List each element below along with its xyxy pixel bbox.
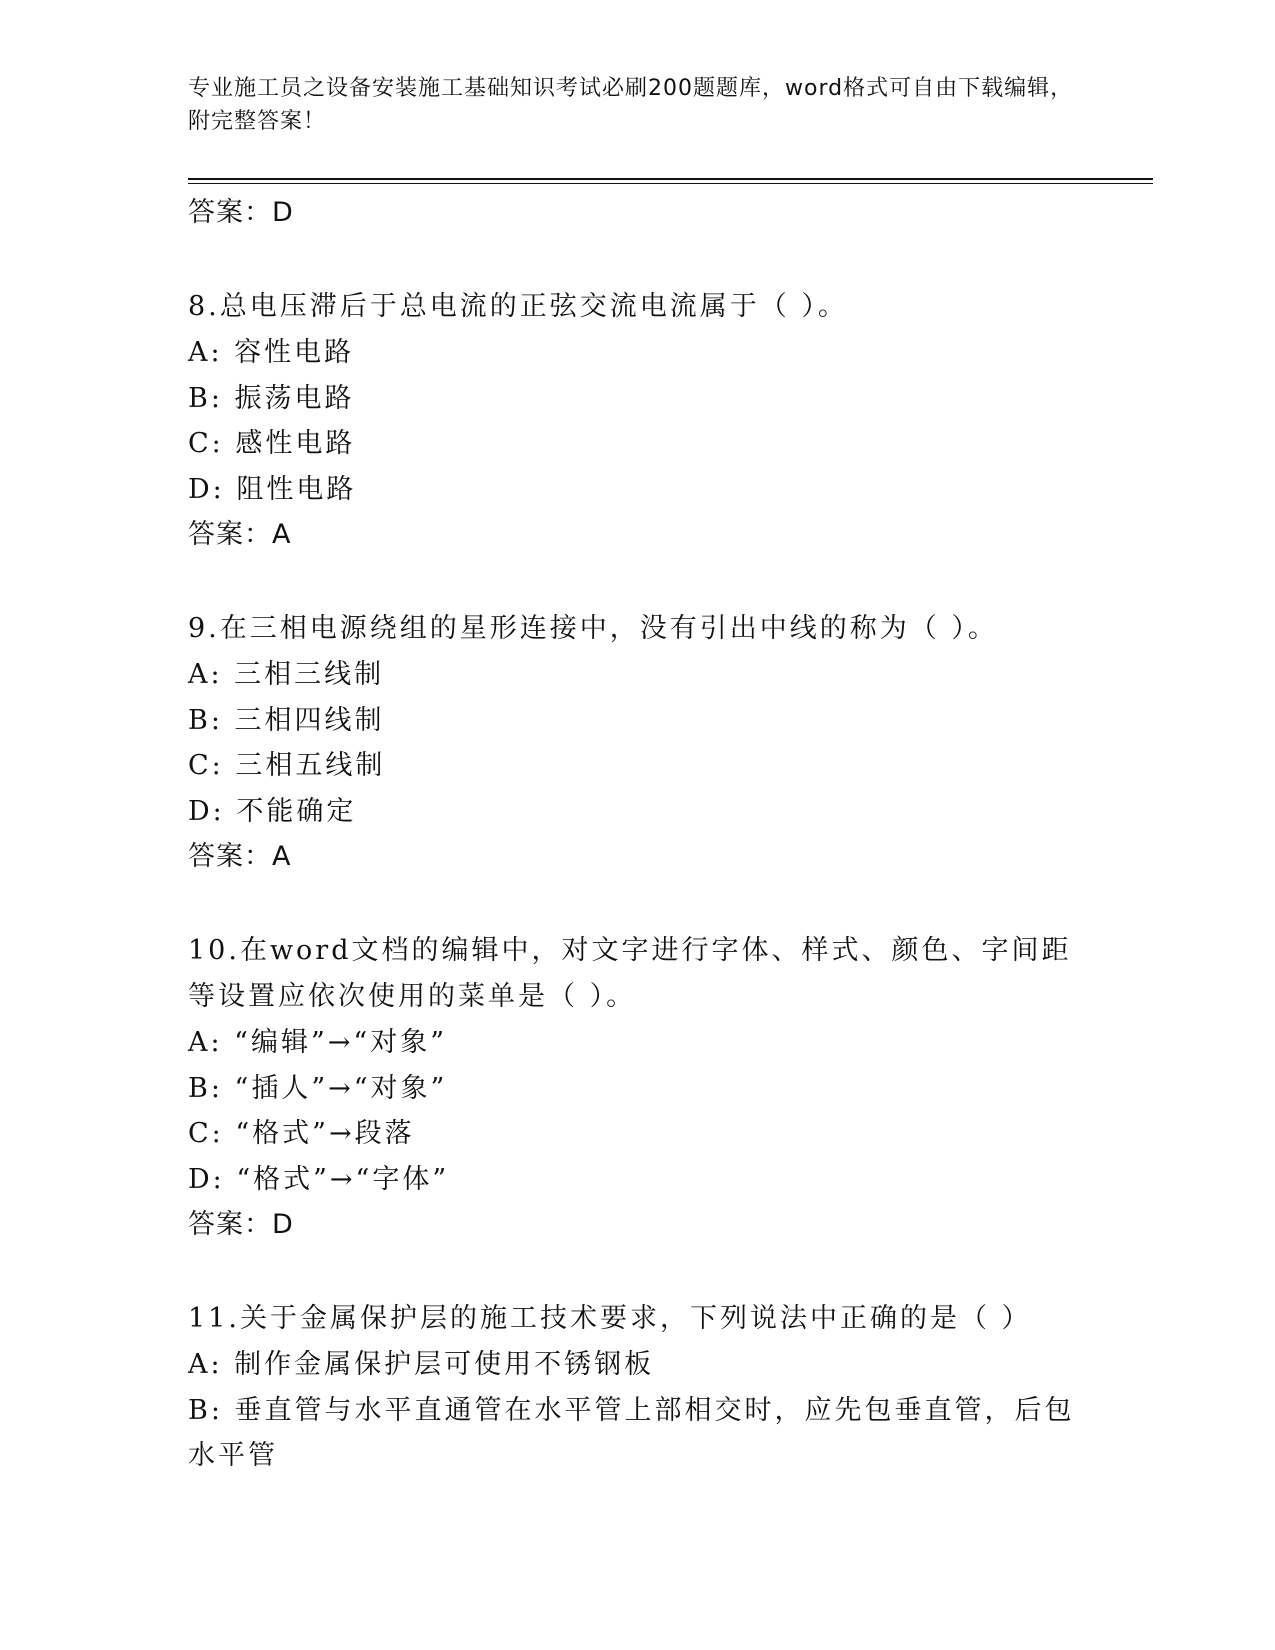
option-a: A: 容性电路 xyxy=(188,337,355,368)
option-b: B: 垂直管与水平直通管在水平管上部相交时，应先包垂直管，后包水平管 xyxy=(188,1394,1075,1471)
question-block-11 xyxy=(188,1296,1088,1479)
answer-text: 答案：D xyxy=(188,1209,294,1240)
answer-prev: 答案：D xyxy=(188,197,294,228)
option-c: C: 三相五线制 xyxy=(188,750,386,781)
option-b: B: “插人”→“对象” xyxy=(188,1072,448,1104)
answer-text: 答案：A xyxy=(188,519,292,550)
question-block-8 xyxy=(188,284,1088,558)
question-block-10 xyxy=(188,928,1088,1248)
option-a: A: 三相三线制 xyxy=(188,659,385,690)
option-c: C: 感性电路 xyxy=(188,428,356,459)
question-text: 11.关于金属保护层的施工技术要求，下列说法中正确的是（ ） xyxy=(188,1303,1032,1334)
option-c: C: “格式”→段落 xyxy=(188,1118,415,1149)
question-text: 8.总电压滞后于总电流的正弦交流电流属于（ ）。 xyxy=(188,291,848,322)
question-text: 10.在word文档的编辑中，对文字进行字体、样式、颜色、字间距等设置应依次使用的菜单是（ ）。 xyxy=(188,935,1072,1012)
document-body xyxy=(188,190,1088,1479)
option-d: D: 不能确定 xyxy=(188,795,357,827)
option-d: D: “格式”→“字体” xyxy=(188,1163,450,1195)
question-text: 9.在三相电源绕组的星形连接中，没有引出中线的称为（ ）。 xyxy=(188,613,998,644)
option-a: A: “编辑”→“对象” xyxy=(188,1027,448,1058)
option-b: B: 振荡电路 xyxy=(188,382,355,414)
header-divider-thin xyxy=(188,183,1153,184)
option-b: B: 三相四线制 xyxy=(188,704,385,736)
question-block-9 xyxy=(188,606,1088,880)
document-header xyxy=(188,72,1078,138)
option-a: A: 制作金属保护层可使用不锈钢板 xyxy=(188,1349,655,1380)
header-divider xyxy=(188,178,1153,180)
header-title: 专业施工员之设备安装施工基础知识考试必刷200题题库，word格式可自由下载编辑，附完整答案！ xyxy=(188,76,1074,134)
answer-text: 答案：A xyxy=(188,841,292,872)
option-d: D: 阻性电路 xyxy=(188,473,357,505)
